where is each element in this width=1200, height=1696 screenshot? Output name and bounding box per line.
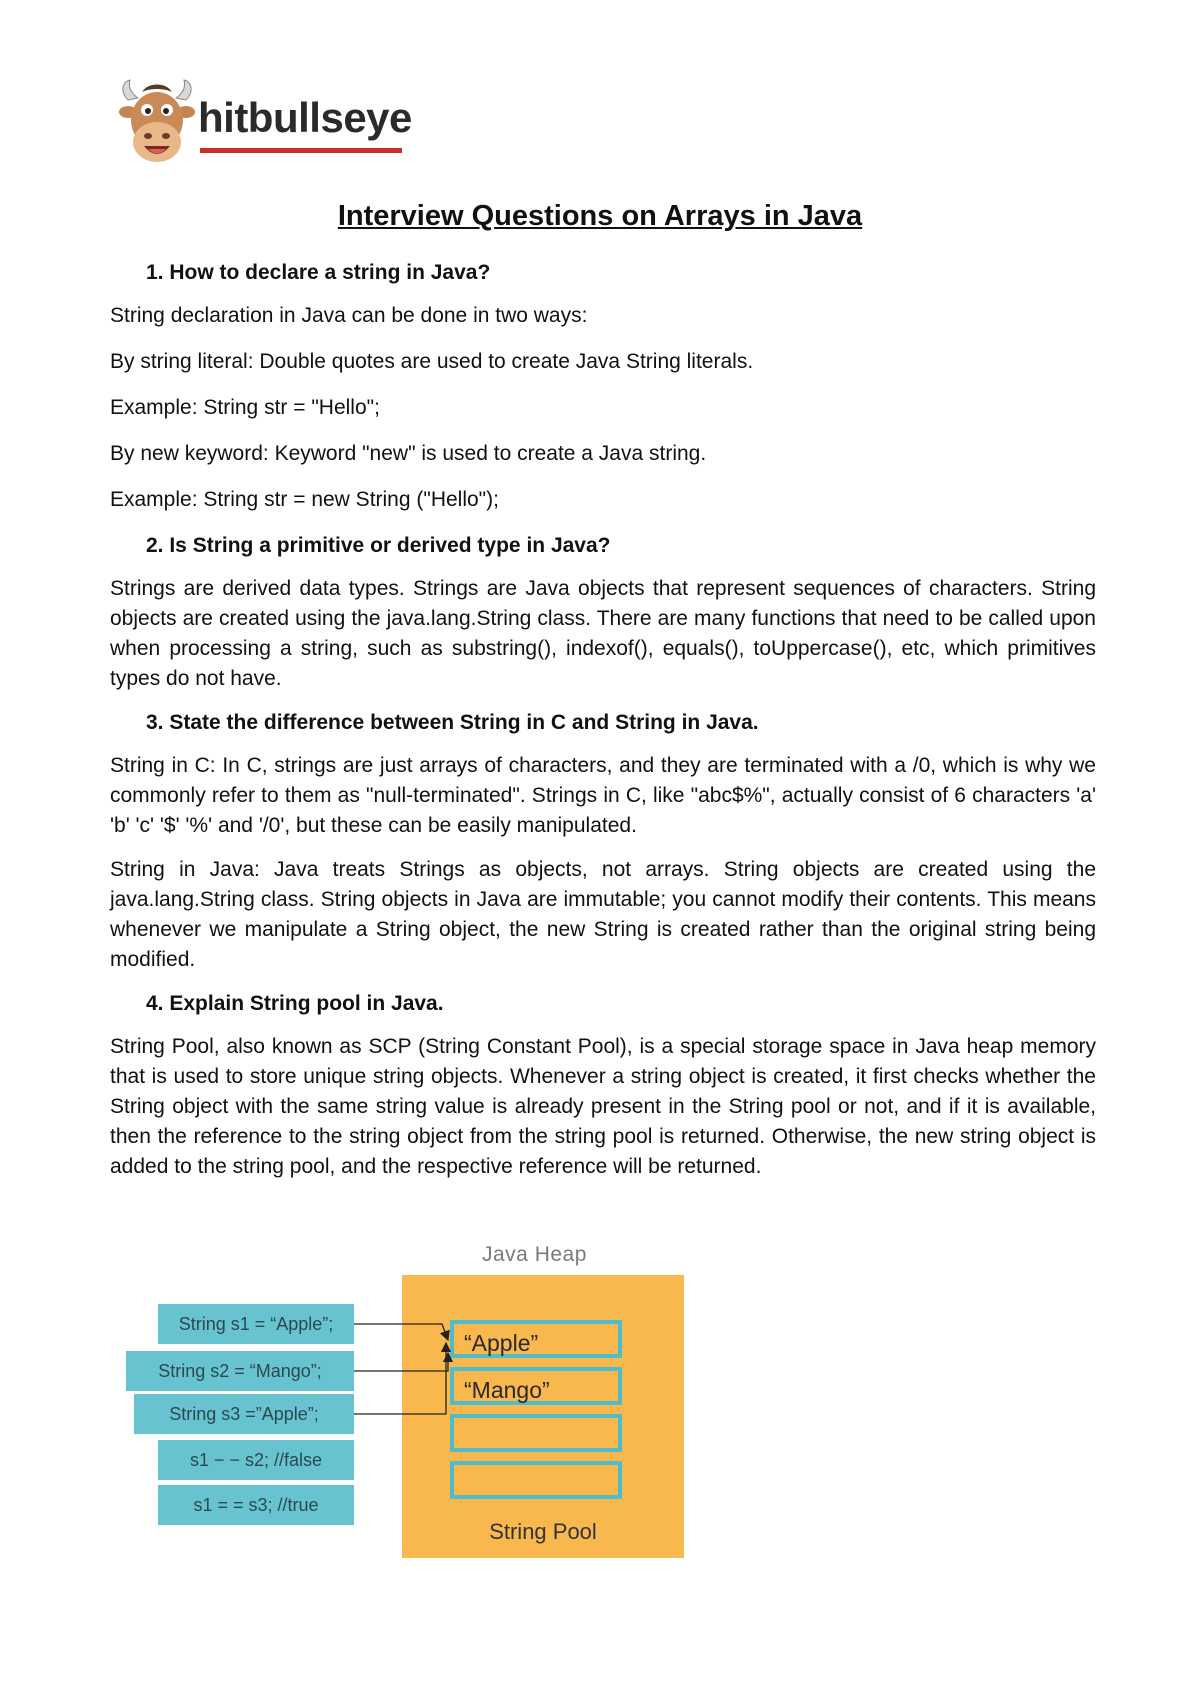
q1-paragraph: String declaration in Java can be done in two ways: xyxy=(110,304,588,327)
question-3-heading: 3. State the difference between String in C and String in Java. xyxy=(146,711,759,734)
q1-paragraph: By new keyword: Keyword "new" is used to create a Java string. xyxy=(110,442,707,465)
pool-cell: “Mango” xyxy=(450,1367,622,1405)
heap-label: Java Heap xyxy=(482,1243,587,1266)
pool-cell xyxy=(450,1461,622,1499)
code-line-s2: String s2 = “Mango”; xyxy=(126,1351,354,1391)
page-title: Interview Questions on Arrays in Java xyxy=(337,200,863,232)
question-1-heading: 1. How to declare a string in Java? xyxy=(146,261,491,284)
q2-paragraph: Strings are derived data types. Strings are Java objects that represent sequences of characters. String objects are created using the java.lang.String class. There are many functions that need to be called upon when processing a string, such as substring(), indexof(), equals(), toUppercase(), etc, which primitives types do not have. xyxy=(110,577,1096,690)
string-pool-label: String Pool xyxy=(489,1519,597,1544)
bull-mascot-icon xyxy=(118,78,196,170)
q4-paragraph: String Pool, also known as SCP (String Constant Pool), is a special storage space in Java heap memory that is used to store unique string objects. Whenever a string object is created, it first checks whether the String object with the same string value is already present in the String pool or not, and if it is available, then the reference to the string object from the string pool is returned. Otherwise, the new string object is added to the string pool, and the respective reference will be returned. xyxy=(110,1035,1096,1178)
q1-paragraph: Example: String str = new String ("Hello"); xyxy=(110,488,499,511)
q1-paragraph: Example: String str = "Hello"; xyxy=(110,396,380,419)
q3-paragraph: String in C: In C, strings are just arrays of characters, and they are terminated with a /0, which is why we commonly refer to them as "null-terminated". Strings in C, like "abc$%", actually consist of 6 characters 'a' 'b' 'c' '$' '%' and '/0', but these can be easily manipulated. xyxy=(110,754,1096,837)
brand-name: hitbullseye xyxy=(198,94,412,141)
question-4-heading: 4. Explain String pool in Java. xyxy=(146,992,444,1015)
pool-cell: “Apple” xyxy=(450,1320,622,1358)
code-line-s3: String s3 =”Apple”; xyxy=(134,1394,354,1434)
question-2-heading: 2. Is String a primitive or derived type in Java? xyxy=(146,534,611,557)
q1-paragraph: By string literal: Double quotes are used to create Java String literals. xyxy=(110,350,754,373)
pool-cell xyxy=(450,1414,622,1452)
string-pool-diagram xyxy=(120,1243,720,1563)
brand-logo xyxy=(118,78,418,178)
code-line-s1: String s1 = “Apple”; xyxy=(158,1304,354,1344)
code-line-compare-false: s1 − − s2; //false xyxy=(158,1440,354,1480)
java-heap-box xyxy=(402,1275,684,1558)
brand-underline xyxy=(200,148,402,153)
document-body xyxy=(110,258,1096,1182)
code-line-compare-true: s1 = = s3; //true xyxy=(158,1485,354,1525)
q3-paragraph: String in Java: Java treats Strings as objects, not arrays. String objects are created using the java.lang.String class. String objects in Java are immutable; you cannot modify their contents. This means whenever we manipulate a String object, the new String is created rather than the original string being modified. xyxy=(110,858,1096,971)
